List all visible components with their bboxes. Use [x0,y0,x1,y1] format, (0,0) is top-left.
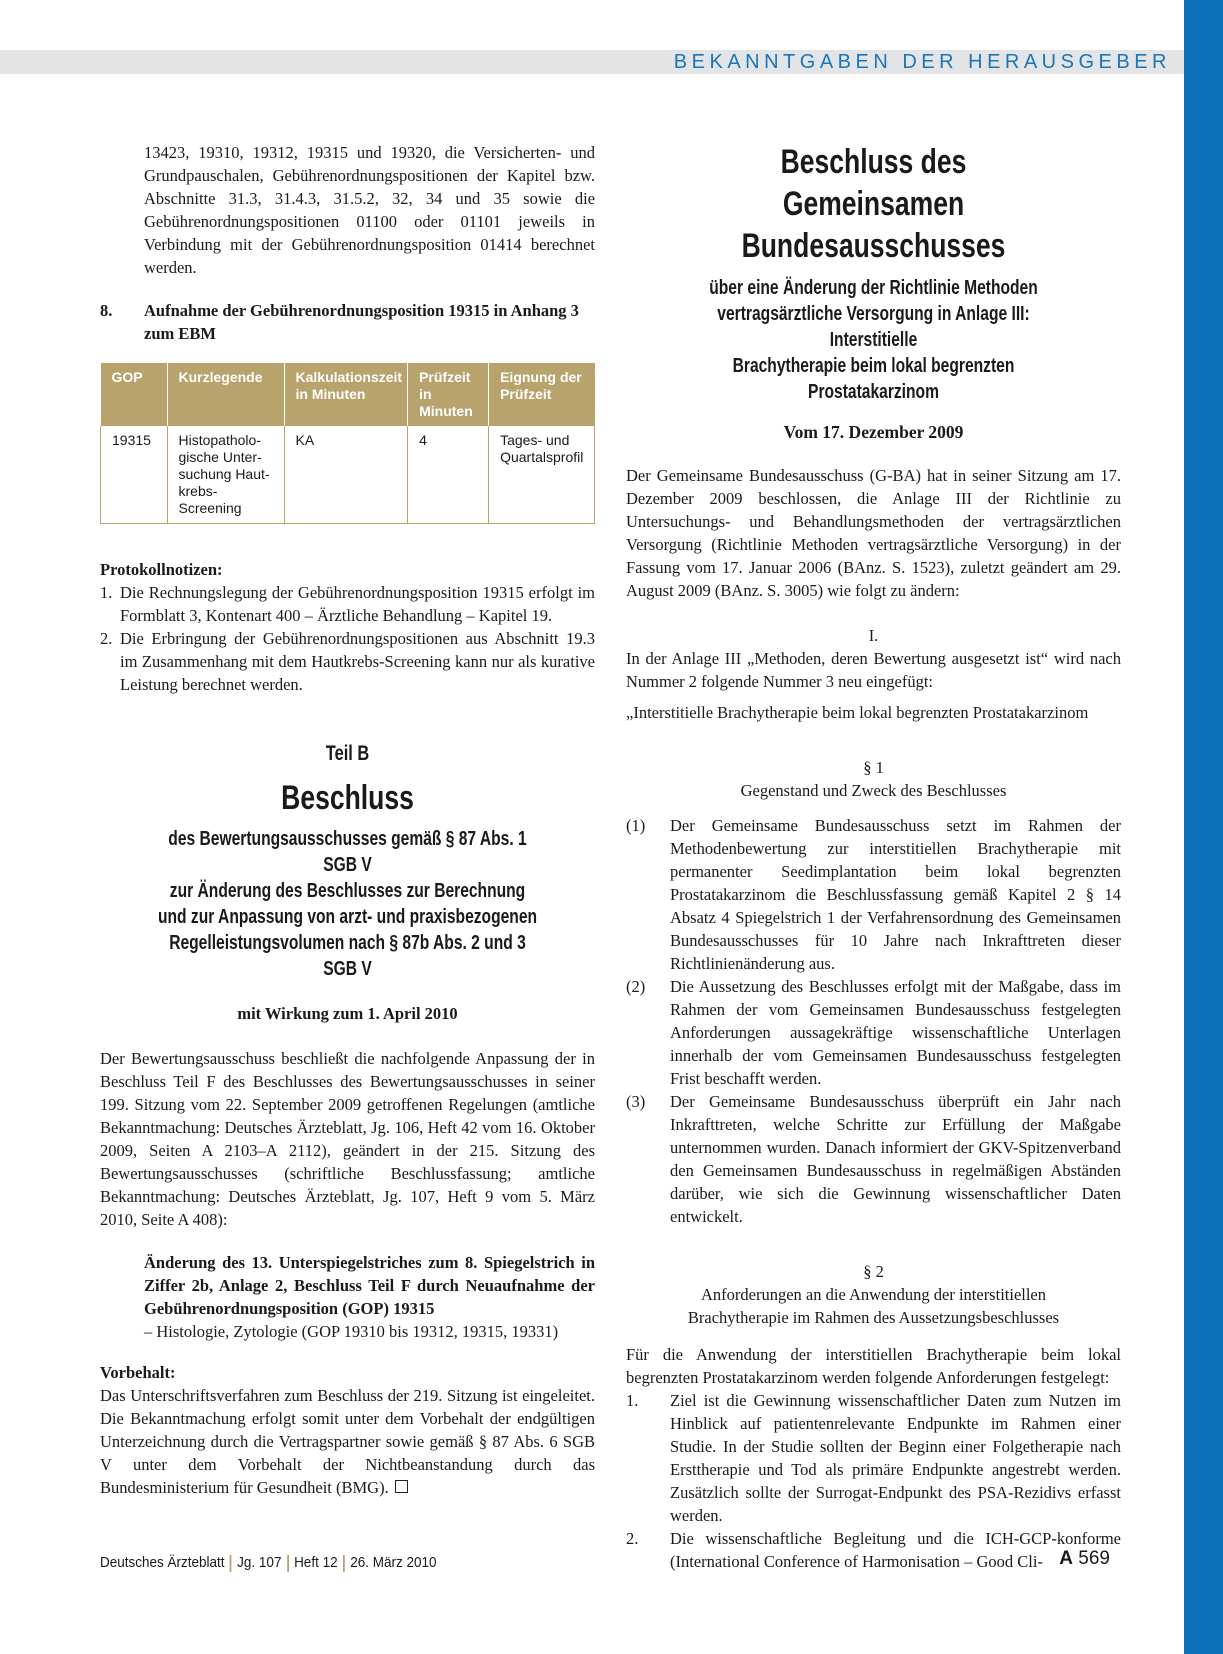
aenderung-heading: Änderung des 13. Unterspiegelstriches zum 8. Spiegelstrich in Ziffer 2b, Anlage 2, Beschluss Teil F durch Neuaufnahme der Gebührenordnungsposition (GOP) 19315 [144,1253,595,1318]
body-paragraph: Der Bewertungsausschuss beschließt die nachfolgende Anpassung der in Beschluss Teil F des Beschlusses des Bewertungsausschusses in seiner 199. Sitzung vom 22. September 2009 getroffenen Regelungen (amtliche Bekanntmachung: Deutsches Ärzteblatt, Jg. 106, Heft 42 vom 16. Oktober 2009, Seiten A 2103–A 2112), geändert in der 215. Sitzung des Bewertungsausschusses (schriftliche Beschlussfassung; amtliche Bekanntmachung: Deutsches Ärzteblatt, Jg. 107, Heft 9 vom 5. März 2010, Seite A 408): [100,1049,595,1229]
section-header: BEKANNTGABEN DER HERAUSGEBER [673,51,1171,73]
anlage-paragraph: In der Anlage III „Methoden, deren Bewertung ausgesetzt ist“ wird nach Nummer 2 folgende Nummer 3 neu eingefügt: [626,649,1121,691]
list-item: 1. Die Rechnungslegung der Gebührenordnungsposition 19315 erfolgt im Formblatt 3, Kontenart 400 – Ärztliche Behandlung – Kapitel 19. [100,583,595,625]
journal-date: 26. März 2010 [350,1554,437,1571]
gba-date: Vom 17. Dezember 2009 [783,422,964,442]
paragraph-1-list [626,814,1121,1228]
page-number [1059,1548,1110,1570]
paragraph-2-sign: § 2 [863,1262,884,1281]
journal-volume: Jg. 107 [237,1554,282,1571]
footer-divider [343,1555,345,1572]
section-number: 8. [100,301,113,320]
col-header-gop: GOP [101,363,168,426]
end-mark-icon [395,1480,408,1493]
col-header-kurzlegende: Kurzlegende [167,363,284,426]
paragraph-2-intro: Für die Anwendung der interstitiellen Brachytherapie beim lokal begrenzten Prostatakarzinom werden folgende Anforderungen festgelegt: [626,1345,1121,1387]
paragraph-2-title-line1: Anforderungen an die Anwendung der interstitiellen [700,1285,1047,1304]
histologie-line: – Histologie, Zytologie (GOP 19310 bis 19312, 19315, 19331) [144,1322,559,1341]
col-header-eignung: Eignung der Prüfzeit [489,363,595,426]
teil-b-title: Beschluss [281,779,414,817]
journal-name: Deutsches Ärzteblatt [100,1554,225,1571]
quote-paragraph: „Interstitielle Brachytherapie beim lokal begrenzten Prostatakarzinom [626,703,1089,722]
list-item: (3) Der Gemeinsame Bundesausschuss überprüft ein Jahr nach Inkrafttreten, welche Schritte zur Erfüllung der Maßgabe unternommen wurden. Danach informiert der GKV-Spitzenverband den Gemeinsamen Bundesausschuss in regelmäßigen Abständen darüber, wie sich die Gewinnung wissenschaftlicher Daten entwickelt. [626,1092,1121,1226]
vorbehalt-title: Vorbehalt: [100,1363,176,1382]
col-header-kalkulationszeit: Kalkulationszeit in Minuten [284,363,408,426]
teil-b-block [100,740,595,1025]
teil-b-subtitle: des Bewertungsausschusses gemäß § 87 Abs. 1 SGB V zur Änderung des Beschlusses zur Berechnung und zur Anpassung von arzt- und praxisbezogenen Regelleistungsvolumen nach § 87b Abs. 2 und 3 SGB V [157,828,538,980]
list-item: 2. Die Erbringung der Gebührenordnungspositionen aus Abschnitt 19.3 im Zusammenhang mit dem Hautkrebs-Screening kann nur als kurative Leistung berechnet werden. [100,629,595,694]
protokoll-title: Protokollnotizen: [100,560,223,579]
cell-kalkulationszeit: KA [284,426,408,524]
vorbehalt-paragraph: Das Unterschriftsverfahren zum Beschluss der 219. Sitzung ist eingeleitet. Die Bekanntmachung erfolgt somit unter dem Vorbehalt der endgültigen Unterzeichnung durch die Vertragspartner sowie gemäß § 87 Abs. 6 SGB V unter dem Vorbehalt der Nichtbeanstandung durch das Bundesministerium für Gesundheit (BMG). [100,1386,595,1497]
cell-pruefzeit: 4 [408,426,489,524]
intro-paragraph: 13423, 19310, 19312, 19315 und 19320, die Versicherten- und Grundpauschalen, Gebührenordnungspositionen der Kapitel bzw. Abschnitte 31.3, 31.4.3, 31.5.2, 32, 34 und 35 sowie die Gebührenordnungspositionen 01100 oder 01101 jeweils in Verbindung mit der Gebührenordnungsposition 01414 berechnet werden. [144,143,595,277]
footer-divider [230,1555,232,1572]
section-title: Aufnahme der Gebührenordnungsposition 19315 in Anhang 3 zum EBM [144,301,579,343]
gba-title-line2: Gemeinsamen Bundesausschusses [741,185,1006,265]
section-8-heading [100,299,595,345]
right-column [626,141,1121,1573]
page-prefix: A [1059,1548,1074,1569]
page-footer [100,1554,1019,1572]
paragraph-1-title: Gegenstand und Zweck des Beschlusses [740,781,1007,800]
wirkung-line: mit Wirkung zum 1. April 2010 [237,1004,458,1023]
paragraph-1-sign: § 1 [863,758,884,777]
gba-title-line1: Beschluss des [780,143,967,181]
gba-intro: Der Gemeinsame Bundesausschuss (G-BA) hat in seiner Sitzung am 17. Dezember 2009 beschlossen, die Anlage III der Richtlinie zu Untersuchungs- und Behandlungsmethoden der vertragsärztlichen Versorgung (Richtlinie Methoden vertragsärztliche Versorgung) in der Fassung vom 17. Januar 2006 (BAnz. S. 1523), zuletzt geändert am 29. August 2009 (BAnz. S. 3005) wie folgt zu ändern: [626,466,1121,600]
right-edge-bar [1184,0,1223,1654]
paragraph-2-list [626,1389,1121,1573]
page-num: 569 [1078,1548,1110,1569]
table-row [101,426,595,524]
list-item: (1) Der Gemeinsame Bundesausschuss setzt im Rahmen der Methodenbewertung zur interstitiellen Brachytherapie mit permanenter Seedimplantation beim lokal begrenzten Prostatakarzinom die Beschlussfassung gemäß Kapitel 2 § 14 Absatz 4 Spiegelstrich 1 der Verfahrensordnung des Gemeinsamen Bundesausschusses für 10 Jahre nach Inkrafttreten dieser Richtlinienänderung aus. [626,816,1121,973]
footer-divider [287,1555,289,1572]
paragraph-2-title-line2: Brachytherapie im Rahmen des Aussetzungsbeschlusses [687,1308,1060,1327]
cell-eignung: Tages- und Quartalsprofil [489,426,595,524]
list-item: 1. Ziel ist die Gewinnung wissenschaftlicher Daten zum Nutzen im Hinblick auf patientenrelevante Endpunkte im Rahmen einer Studie. In der Studie sollten der Beginn einer Folgetherapie nach Ersttherapie und Tod als primäre Endpunkte angestrebt werden. Zusätzlich sollte der Surrogat-Endpunkt des PSA-Rezidivs erfasst werden. [626,1391,1121,1525]
cell-gop: 19315 [101,426,168,524]
roman-numeral: I. [868,626,879,645]
ebm-table [100,363,595,524]
gba-subtitle: über eine Änderung der Richtlinie Methoden vertragsärztliche Versorgung in Anlage III: Interstitielle Brachytherapie beim lokal begrenzten Prostatakarzinom [709,277,1038,403]
list-item: 2. Die wissenschaftliche Begleitung und die ICH-GCP-konforme (International Conference of Harmonisation – Good Cli- [626,1529,1121,1571]
cell-kurzlegende: Histopathologische Untersuchung Hautkrebs-Screening [167,426,284,524]
list-item: (2) Die Aussetzung des Beschlusses erfolgt mit der Maßgabe, dass im Rahmen der vom Gemeinsamen Bundesausschuss festgelegten Anforderungen aussagekräftige wissenschaftliche Unterlagen innerhalb der vom Gemeinsamen Bundesausschuss festgelegten Frist beschafft werden. [626,977,1121,1088]
left-column [100,141,595,1499]
journal-issue: Heft 12 [294,1554,338,1571]
teil-b-label: Teil B [325,742,370,765]
col-header-pruefzeit: Prüfzeit in Minuten [408,363,489,426]
